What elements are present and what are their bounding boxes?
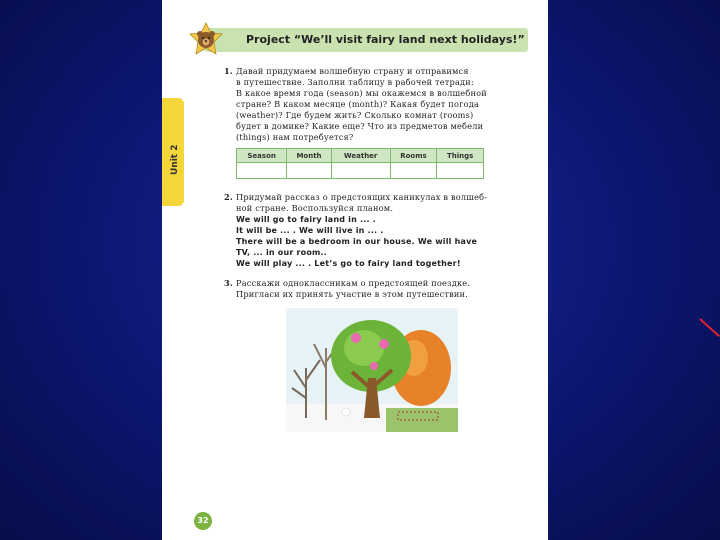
task-line: Придумай рассказ о предстоящих каникулах в волшеб- — [236, 192, 488, 202]
four-seasons-tree-illustration — [286, 308, 458, 432]
task-line: (weather)? Где будем жить? Сколько комнат (rooms) — [236, 110, 474, 120]
table-header: Things — [437, 149, 484, 163]
task-3 — [224, 278, 471, 300]
table-cell — [437, 163, 484, 179]
project-header — [198, 28, 528, 52]
plan-line: There will be a bedroom in our house. We will have — [236, 237, 478, 246]
task-line: ной стране. Воспользуйся планом. — [236, 203, 394, 213]
task-line: стране? В каком месяце (month)? Какая будет погода — [236, 99, 480, 109]
red-accent-line — [699, 318, 720, 337]
task-line: Пригласи их принять участие в этом путешествии. — [236, 289, 469, 299]
task-1 — [224, 66, 487, 143]
textbook-page — [162, 0, 548, 540]
task-line: Расскажи одноклассникам о предстоящей поездке. — [236, 278, 471, 288]
table-header: Season — [237, 149, 287, 163]
bear-badge-icon — [188, 22, 224, 58]
task-line: (things) нам потребуется? — [236, 132, 354, 142]
table-cell — [331, 163, 390, 179]
table-header: Weather — [331, 149, 390, 163]
page-title: Project “We’ll visit fairy land next holidays!” — [246, 33, 525, 46]
task-2 — [224, 192, 488, 269]
plan-line: We will play ... . Let’s go to fairy land together! — [236, 259, 461, 268]
table-header: Rooms — [390, 149, 437, 163]
table-cell — [287, 163, 331, 179]
season-table — [236, 148, 484, 179]
unit-tab — [162, 98, 184, 206]
table-header: Month — [287, 149, 331, 163]
unit-tab-label: Unit 2 — [170, 144, 180, 175]
table-cell — [237, 163, 287, 179]
task-number: 1. — [224, 66, 233, 76]
plan-line: It will be ... . We will live in ... . — [236, 226, 384, 235]
task-line: в путешествие. Заполни таблицу в рабочей тетради: — [236, 77, 474, 87]
plan-line: TV, ... in our room.. — [236, 248, 328, 257]
task-line: Давай придумаем волшебную страну и отправимся — [236, 66, 469, 76]
page-number-badge: 32 — [194, 512, 212, 530]
task-number: 3. — [224, 278, 233, 288]
plan-line: We will go to fairy land in ... . — [236, 215, 376, 224]
task-line: будет в домике? Какие еще? Что из предметов мебели — [236, 121, 484, 131]
task-line: В какое время года (season) мы окажемся в волшебной — [236, 88, 487, 98]
task-number: 2. — [224, 192, 233, 202]
table-cell — [390, 163, 437, 179]
